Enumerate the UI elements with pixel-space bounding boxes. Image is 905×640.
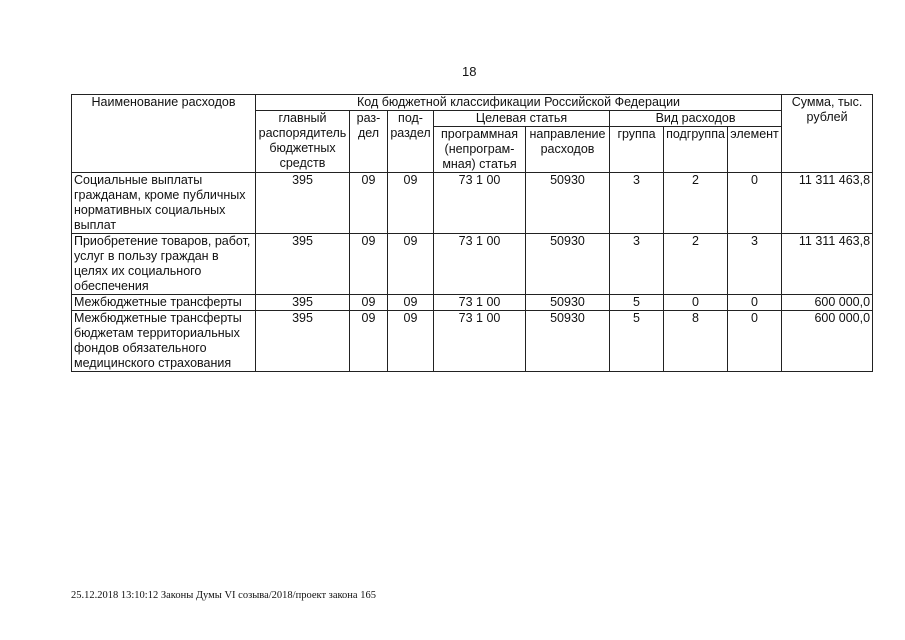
row-program: 73 1 00 [434, 234, 526, 295]
header-code-group: Код бюджетной классификации Российской Федерации [256, 95, 782, 111]
table-row [72, 234, 873, 295]
header-expense-type: Вид расходов [610, 111, 782, 127]
row-subgroup: 2 [664, 173, 728, 234]
row-program: 73 1 00 [434, 311, 526, 372]
header-program-article: программная (непрограм-мная) статья [434, 127, 526, 173]
row-sum: 11 311 463,8 [782, 173, 873, 234]
row-direction: 50930 [526, 173, 610, 234]
row-sum: 11 311 463,8 [782, 234, 873, 295]
row-direction: 50930 [526, 234, 610, 295]
row-direction: 50930 [526, 311, 610, 372]
row-manager: 395 [256, 311, 350, 372]
row-manager: 395 [256, 234, 350, 295]
header-name: Наименование расходов [72, 95, 256, 173]
table-row [72, 311, 873, 372]
row-manager: 395 [256, 173, 350, 234]
row-subsection: 09 [388, 295, 434, 311]
header-group: группа [610, 127, 664, 173]
row-element: 3 [728, 234, 782, 295]
row-name: Приобретение товаров, работ, услуг в пользу граждан в целях их социального обеспечения [72, 234, 256, 295]
table-row [72, 295, 873, 311]
row-section: 09 [350, 311, 388, 372]
row-direction: 50930 [526, 295, 610, 311]
page-number: 18 [462, 64, 477, 79]
row-sum: 600 000,0 [782, 311, 873, 372]
footer-metadata: 25.12.2018 13:10:12 Законы Думы VI созыва/2018/проект закона 165 [71, 590, 376, 601]
header-element: элемент [728, 127, 782, 173]
row-program: 73 1 00 [434, 295, 526, 311]
row-subgroup: 8 [664, 311, 728, 372]
header-subsection: под-раздел [388, 111, 434, 173]
row-section: 09 [350, 234, 388, 295]
row-group: 5 [610, 311, 664, 372]
row-group: 3 [610, 234, 664, 295]
row-subsection: 09 [388, 173, 434, 234]
row-section: 09 [350, 173, 388, 234]
row-name: Социальные выплаты гражданам, кроме публичных нормативных социальных выплат [72, 173, 256, 234]
row-element: 0 [728, 295, 782, 311]
row-name: Межбюджетные трансферты [72, 295, 256, 311]
budget-table [71, 94, 873, 372]
row-name: Межбюджетные трансферты бюджетам территориальных фондов обязательного медицинского страхования [72, 311, 256, 372]
row-subgroup: 2 [664, 234, 728, 295]
row-program: 73 1 00 [434, 173, 526, 234]
row-sum: 600 000,0 [782, 295, 873, 311]
table-row [72, 173, 873, 234]
row-subgroup: 0 [664, 295, 728, 311]
header-section: раз-дел [350, 111, 388, 173]
header-direction: направление расходов [526, 127, 610, 173]
row-manager: 395 [256, 295, 350, 311]
row-group: 5 [610, 295, 664, 311]
row-section: 09 [350, 295, 388, 311]
row-subsection: 09 [388, 311, 434, 372]
row-group: 3 [610, 173, 664, 234]
row-element: 0 [728, 173, 782, 234]
header-main-manager: главный распорядитель бюджетных средств [256, 111, 350, 173]
row-element: 0 [728, 311, 782, 372]
header-subgroup: подгруппа [664, 127, 728, 173]
header-sum: Сумма, тыс. рублей [782, 95, 873, 173]
header-target-article: Целевая статья [434, 111, 610, 127]
row-subsection: 09 [388, 234, 434, 295]
